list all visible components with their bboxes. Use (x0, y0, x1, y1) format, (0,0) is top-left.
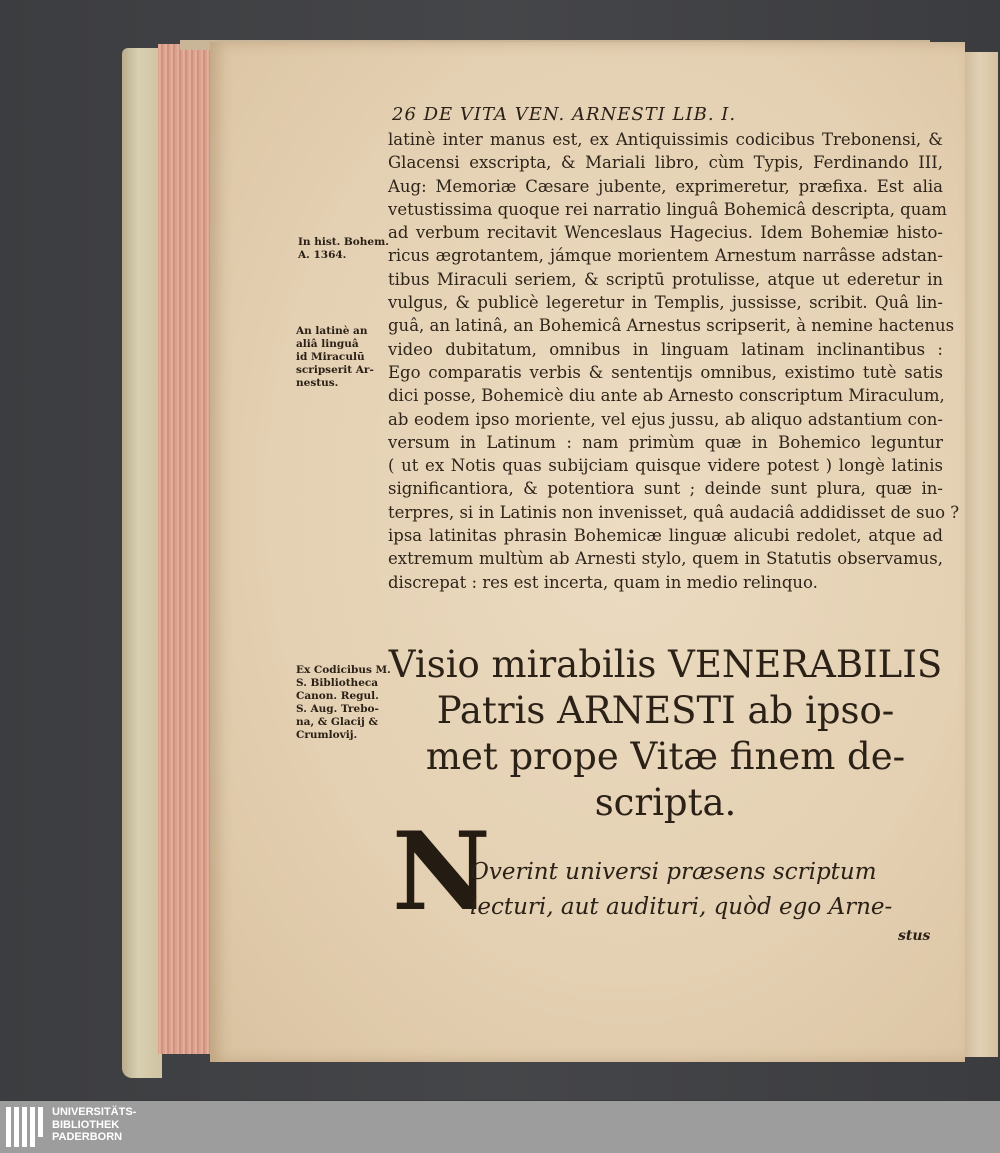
margin-note-language (296, 325, 374, 390)
text-line: id Miraculū (296, 351, 365, 363)
text-line: vulgus, & publicè legeretur in Templis, jussisse, scribit. Quâ lin- (388, 293, 943, 313)
text-line: na, & Glacij & (296, 716, 378, 728)
text-line: ab eodem ipso moriente, vel ejus jussu, ab aliquo adstantium con- (388, 409, 943, 429)
text-line: vetustissima quoque rei narratio linguâ Bohemicâ descripta, quam (388, 199, 947, 219)
text-line: ad verbum recitavit Wenceslaus Hagecius. Idem Bohemiæ histo- (388, 223, 943, 243)
text-line: S. Aug. Trebo- (296, 703, 379, 715)
text-line: scripta. (594, 781, 737, 824)
text-line: guâ, an latinâ, an Bohemicâ Arnestus scripserit, à nemine hactenus (388, 316, 955, 336)
text-line: lecturi, aut audituri, quòd ego Arne- (470, 894, 893, 920)
text-line: A. 1364. (298, 249, 347, 261)
library-logo-icon (6, 1107, 44, 1147)
text-line: Crumlovij. (296, 729, 358, 741)
text-line: versum in Latinum : nam primùm quæ in Bohemico leguntur (388, 432, 943, 452)
section-title (388, 642, 943, 826)
library-footer (0, 1101, 1000, 1153)
margin-note-codices (296, 664, 391, 742)
library-name-line: UNIVERSITÄTS- (52, 1106, 137, 1118)
text-line: Canon. Regul. (296, 690, 379, 702)
text-line: latinè inter manus est, ex Antiquissimis codicibus Trebonensi, & (388, 130, 943, 149)
text-line: ipsa latinitas phrasin Bohemicæ linguæ alicubi redolet, atque ad (388, 526, 943, 546)
text-line: In hist. Bohem. (298, 236, 389, 248)
text-line: Ex Codicibus M. (296, 664, 391, 676)
text-line: met prope Vitæ finem de- (425, 735, 906, 778)
text-line: terpres, si in Latinis non invenisset, quâ audaciâ addidisset de suo ? (388, 502, 960, 522)
text-line: S. Bibliotheca (296, 677, 379, 689)
text-line: discrepat : res est incerta, quam in medio relinquo. (388, 572, 818, 592)
text-line: dici posse, Bohemicè diu ante ab Arnesto conscriptum Miraculum, (388, 386, 945, 406)
text-line: aliâ linguâ (296, 338, 359, 350)
book-cover-edge (122, 48, 162, 1078)
text-line: ( ut ex Notis quas subijciam quisque videre potest ) longè latinis (388, 456, 943, 476)
drop-initial: N (392, 809, 491, 935)
text-line: extremum multùm ab Arnesti stylo, quem in Statutis observamus, (388, 549, 943, 569)
text-line: nestus. (296, 377, 339, 389)
text-line: ricus ægrotantem, jámque morientem Arnestum narrâsse adstan- (388, 246, 943, 266)
text-line: significantiora, & potentiora sunt ; deinde sunt plura, quæ in- (388, 479, 943, 499)
text-line: scripserit Ar- (296, 364, 374, 376)
library-name-line: BIBLIOTHEK (52, 1118, 120, 1131)
text-line: Visio mirabilis VENERABILIS (388, 643, 943, 686)
opening-text (470, 855, 940, 925)
page-edges (158, 44, 214, 1054)
facing-page-edge (962, 52, 998, 1057)
body-text (388, 128, 960, 594)
library-name-line: PADERBORN (52, 1131, 123, 1143)
text-line: tibus Miraculi seriem, & scriptū protulisse, atque ut ederetur in (388, 269, 943, 289)
text-line: Patris ARNESTI ab ipso- (436, 689, 895, 732)
running-head: 26 DE VITA VEN. ARNESTI LIB. I. (392, 104, 737, 125)
text-line: video dubitatum, omnibus in linguam latinam inclinantibus : (388, 339, 943, 359)
text-line: An latinè an (296, 325, 368, 337)
text-line: Ego comparatis verbis & sententijs omnibus, existimo tutè satis (388, 362, 943, 382)
text-line: Overint universi præsens scriptum (470, 859, 877, 885)
text-line: Glacensi exscripta, & Mariali libro, cùm Typis, Ferdinando III, (388, 153, 943, 173)
margin-note-hagecius (298, 236, 389, 262)
library-name (52, 1106, 136, 1144)
text-line: Aug: Memoriæ Cæsare jubente, exprimeretur, præfixa. Est alia (388, 176, 943, 196)
catchword: stus (898, 928, 931, 944)
